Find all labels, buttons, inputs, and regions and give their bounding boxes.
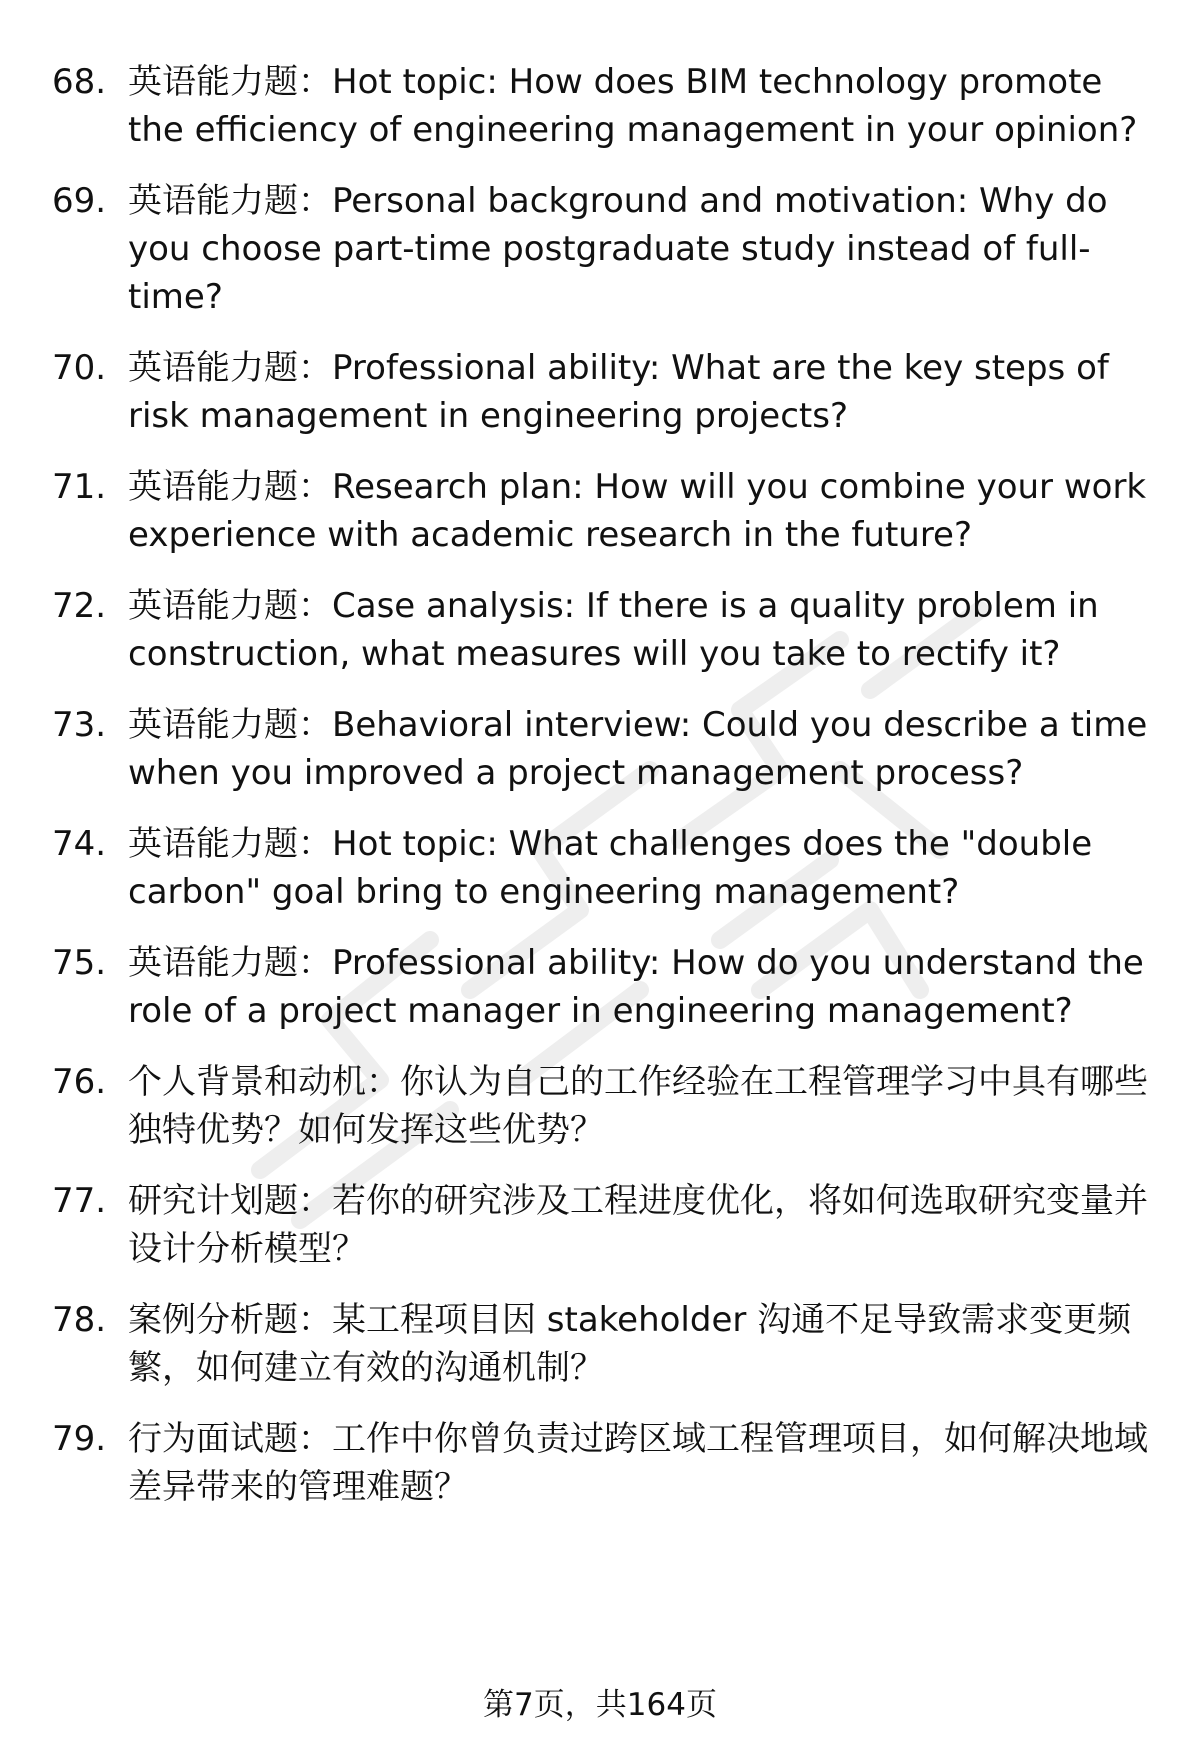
question-number: 72. bbox=[52, 586, 107, 626]
question-text: 英语能力题：Professional ability: How do you understand the role of a project manager in engineering management? bbox=[128, 943, 1144, 1031]
question-item bbox=[52, 1415, 1162, 1511]
question-number: 70. bbox=[52, 348, 107, 388]
question-item bbox=[52, 1058, 1162, 1154]
question-item bbox=[52, 463, 1162, 559]
question-item bbox=[52, 582, 1162, 678]
question-number: 76. bbox=[52, 1062, 107, 1102]
question-text: 英语能力题：Professional ability: What are the key steps of risk management in engineering projects? bbox=[128, 348, 1109, 436]
question-item bbox=[52, 58, 1162, 154]
question-item bbox=[52, 1177, 1162, 1273]
question-text: 案例分析题：某工程项目因 stakeholder 沟通不足导致需求变更频繁，如何建立有效的沟通机制？ bbox=[128, 1300, 1132, 1388]
question-text: 英语能力题：Research plan: How will you combine your work experience with academic research in the future? bbox=[128, 467, 1147, 555]
question-item bbox=[52, 939, 1162, 1035]
question-number: 68. bbox=[52, 62, 107, 102]
question-item bbox=[52, 820, 1162, 916]
question-text: 行为面试题：工作中你曾负责过跨区域工程管理项目，如何解决地域差异带来的管理难题？ bbox=[128, 1419, 1148, 1507]
question-text: 英语能力题：Hot topic: How does BIM technology promote the efficiency of engineering management in your opinion? bbox=[128, 62, 1138, 150]
question-item bbox=[52, 1296, 1162, 1392]
question-text: 个人背景和动机：你认为自己的工作经验在工程管理学习中具有哪些独特优势？如何发挥这些优势？ bbox=[128, 1062, 1148, 1150]
question-number: 79. bbox=[52, 1419, 107, 1459]
question-number: 75. bbox=[52, 943, 107, 983]
question-item bbox=[52, 177, 1162, 321]
question-number: 71. bbox=[52, 467, 107, 507]
question-text: 研究计划题：若你的研究涉及工程进度优化，将如何选取研究变量并设计分析模型？ bbox=[128, 1181, 1148, 1269]
question-list bbox=[52, 58, 1162, 1534]
question-text: 英语能力题：Personal background and motivation: Why do you choose part-time postgraduate study instead of full-time? bbox=[128, 181, 1108, 317]
question-text: 英语能力题：Hot topic: What challenges does the "double carbon" goal bring to engineering management? bbox=[128, 824, 1093, 912]
question-number: 78. bbox=[52, 1300, 107, 1340]
question-item bbox=[52, 701, 1162, 797]
question-text: 英语能力题：Case analysis: If there is a quality problem in construction, what measures will you take to rectify it? bbox=[128, 586, 1099, 674]
question-text: 英语能力题：Behavioral interview: Could you describe a time when you improved a project management process? bbox=[128, 705, 1148, 793]
question-number: 74. bbox=[52, 824, 107, 864]
page-number-footer: 第7页，共164页 bbox=[483, 1687, 717, 1723]
question-number: 73. bbox=[52, 705, 107, 745]
question-number: 77. bbox=[52, 1181, 107, 1221]
question-number: 69. bbox=[52, 181, 107, 221]
question-item bbox=[52, 344, 1162, 440]
